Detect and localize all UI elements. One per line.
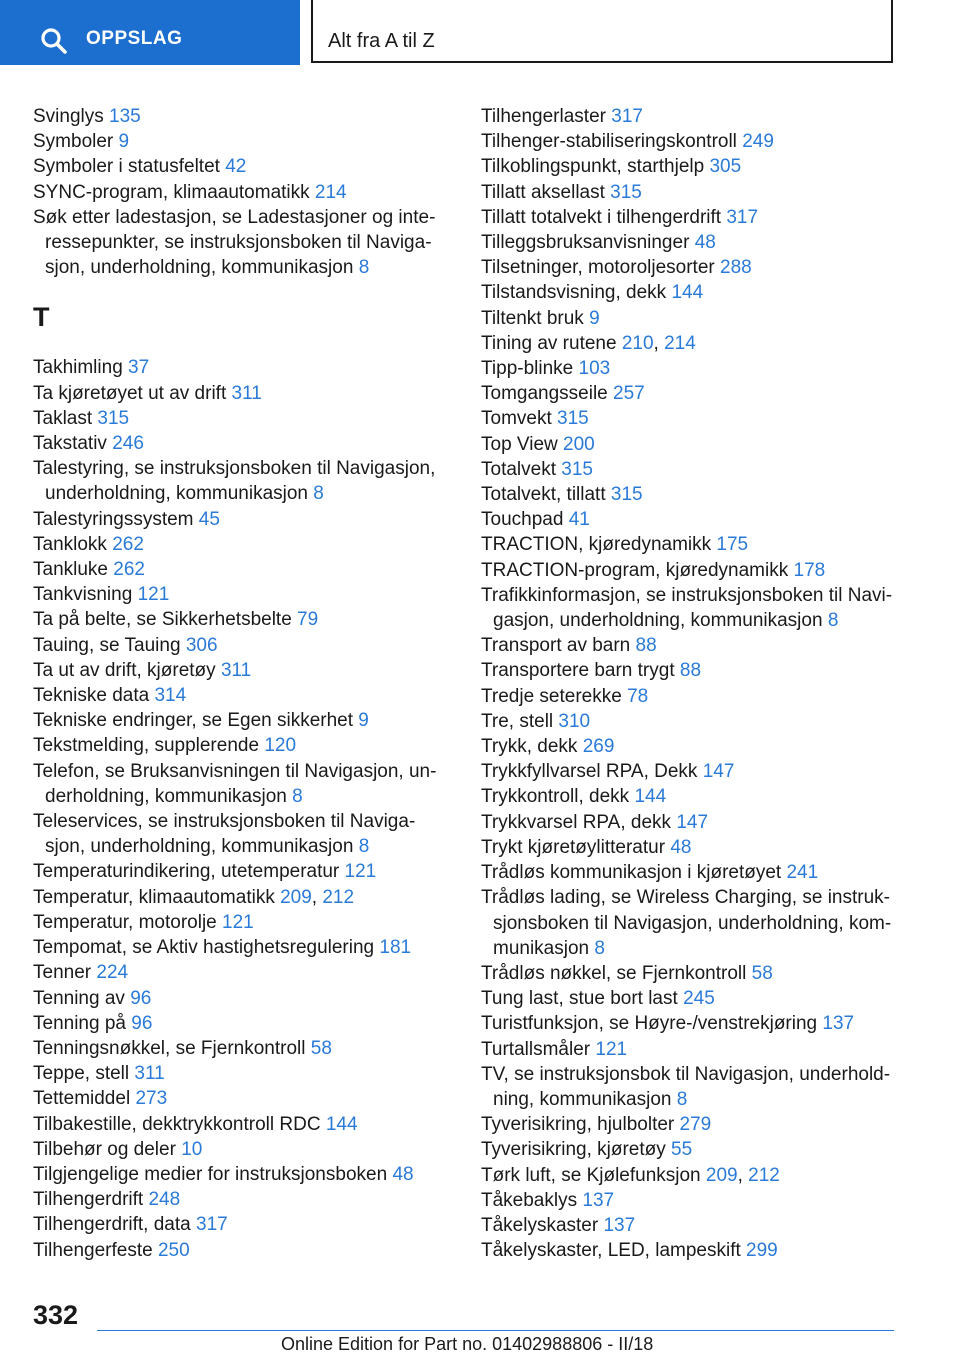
page-reference-link[interactable]: 214 (314, 181, 347, 203)
page-reference-link[interactable]: 8 (594, 937, 605, 959)
index-entry-text: Tillatt aksellast (481, 181, 611, 203)
index-entry-text: Taklast (33, 407, 98, 429)
index-entry-text: SYNC-program, klimaautomatikk (33, 181, 315, 203)
index-entry-text: Tilkoblingspunkt, starthjelp (481, 156, 710, 178)
index-entry (481, 633, 901, 658)
index-entry (481, 280, 901, 305)
index-entry-text: Tankvisning (33, 584, 138, 606)
index-entry-text: Ta ut av drift, kjøretøy (33, 659, 221, 681)
page-reference-link[interactable]: 41 (568, 509, 590, 531)
index-entry (481, 306, 901, 331)
page-reference-link[interactable]: 9 (118, 131, 130, 153)
index-entry-text: Tekniske data (33, 685, 155, 707)
index-entry (481, 507, 901, 532)
page-reference-link[interactable]: 37 (128, 357, 150, 379)
index-entry-text: Tenner (33, 962, 97, 984)
index-entry (33, 406, 443, 431)
search-icon (40, 27, 68, 55)
index-entry (481, 457, 901, 482)
page-reference-link[interactable]: 144 (634, 786, 667, 808)
index-entry (33, 381, 443, 406)
index-entry (481, 1062, 901, 1112)
index-column-left (33, 104, 443, 1263)
page-reference-link[interactable]: 317 (611, 106, 643, 127)
page-reference-link[interactable]: 121 (344, 861, 377, 883)
index-entry (33, 154, 443, 179)
index-entry (481, 180, 901, 205)
page-reference-link[interactable]: 48 (392, 1163, 414, 1185)
index-entry (33, 1187, 443, 1212)
page-reference-link[interactable]: 137 (822, 1013, 855, 1035)
page-reference-link[interactable]: 317 (196, 1214, 228, 1236)
index-entry-text: Transportere barn trygt (481, 660, 680, 682)
page-reference-link[interactable]: 120 (264, 735, 297, 757)
index-entry (33, 1137, 443, 1162)
index-entry (33, 532, 443, 557)
index-entry-text: Tempomat, se Aktiv hastighetsregulering (33, 937, 380, 959)
index-entry (33, 1162, 443, 1187)
index-entry (481, 331, 901, 356)
index-entry (33, 733, 443, 758)
page-reference-link[interactable]: 210 (621, 332, 654, 354)
page-reference-link[interactable]: 144 (325, 1113, 358, 1135)
index-entry (481, 1238, 901, 1263)
index-entry (33, 607, 443, 632)
index-entry (33, 507, 443, 532)
page-reference-link[interactable]: 88 (635, 635, 657, 657)
index-entry-text: Talestyringssystem (33, 508, 199, 530)
index-entry-text: Symboler i statusfeltet (33, 156, 226, 178)
index-entry (481, 1037, 901, 1062)
index-entry (481, 230, 901, 255)
page-reference-link[interactable]: 79 (297, 609, 319, 631)
index-entry (33, 431, 443, 456)
index-entry-text: Telefon, se Bruksanvisningen til Navigasjon, underholdning, kommunikasjon (33, 760, 437, 807)
page-reference-link[interactable]: 279 (679, 1114, 712, 1136)
page-reference-link[interactable]: 257 (613, 383, 645, 405)
index-entry-text: Trafikkinformasjon, se instruksjonsboken til Navigasjon, underholdning, kommunikasjon (481, 584, 893, 632)
page-reference-link[interactable]: 315 (561, 458, 593, 480)
index-entry (481, 104, 901, 129)
page-reference-link[interactable]: 273 (135, 1088, 168, 1110)
page-reference-link[interactable]: 88 (679, 660, 702, 682)
index-entry (481, 1188, 901, 1213)
ref-separator: , (737, 1164, 749, 1186)
page-reference-link[interactable]: 147 (676, 811, 709, 833)
page-reference-link[interactable]: 8 (313, 483, 324, 505)
index-entry (33, 809, 443, 859)
index-column-right (481, 104, 901, 1263)
index-entry-text: Tauing, se Tauing (33, 634, 186, 656)
index-entry (33, 582, 443, 607)
page-reference-link[interactable]: 135 (109, 106, 141, 127)
index-entry (481, 1163, 901, 1188)
page-reference-link[interactable]: 8 (292, 785, 303, 807)
page-reference-link[interactable]: 246 (112, 433, 144, 455)
index-entry (33, 205, 443, 281)
index-entry (33, 1011, 443, 1036)
index-entry-text: Tilleggsbruksanvisninger (481, 232, 695, 254)
page-reference-link[interactable]: 10 (181, 1138, 203, 1160)
index-entry-text: Tåkebaklys (481, 1189, 583, 1211)
index-entry-text: Transport av barn (481, 635, 636, 657)
page-reference-link[interactable]: 311 (134, 1063, 165, 1085)
index-entry (481, 1112, 901, 1137)
page-reference-link[interactable]: 317 (726, 206, 759, 228)
index-entry (481, 885, 901, 961)
index-entry (481, 154, 901, 179)
index-entry (33, 935, 443, 960)
index-entry (33, 986, 443, 1011)
ref-separator: , (653, 332, 665, 354)
index-entry-text: Tenning på (33, 1012, 132, 1034)
index-entry (33, 557, 443, 582)
index-entry (481, 583, 901, 633)
index-entry (481, 961, 901, 986)
index-letter-heading: T (33, 302, 50, 333)
page-reference-link[interactable]: 8 (358, 836, 370, 858)
index-entry (481, 432, 901, 457)
index-entry-text: Tekstmelding, supplerende (33, 735, 265, 757)
index-entry (33, 355, 443, 380)
index-entry-text: Totalvekt, tillatt (481, 484, 611, 506)
index-entry-text: Teppe, stell (33, 1063, 135, 1085)
page-number: 332 (33, 1300, 79, 1330)
page-reference-link[interactable]: 288 (720, 257, 752, 279)
page-reference-link[interactable]: 249 (742, 131, 774, 153)
index-entry-text: Tåkelyskaster (481, 1214, 604, 1236)
index-entry (33, 1112, 443, 1137)
index-entry (481, 860, 901, 885)
index-entry-text: Trådløs kommunikasjon i kjøretøyet (481, 862, 787, 884)
index-entry-text: Trykkfyllvarsel RPA, Dekk (481, 761, 703, 783)
index-entry-text: Totalvekt (481, 458, 562, 480)
index-entry-text: Talestyring, se instruksjonsboken til Navigasjon, underholdning, kommunikasjon (33, 458, 436, 505)
index-entry-text: Svinglys (33, 106, 110, 127)
section-title: Alt fra A til Z (328, 30, 435, 52)
index-entry (33, 1238, 443, 1263)
index-entry (481, 255, 901, 280)
index-entry-text: Tilhenger-stabiliseringskontroll (481, 131, 743, 153)
page-reference-link[interactable]: 55 (671, 1139, 693, 1161)
index-entry-text: Tomgangsseile (481, 383, 614, 405)
page-reference-link[interactable]: 245 (683, 988, 715, 1010)
index-entry-text: Tankluke (33, 559, 114, 581)
index-entry-text: Tenning av (33, 987, 131, 1009)
page-reference-link[interactable]: 103 (578, 358, 611, 380)
index-entry-text: Trykt kjøretøylitteratur (481, 836, 671, 858)
index-entry (481, 709, 901, 734)
index-entry-text: Tyverisikring, kjøretøy (481, 1139, 672, 1161)
index-entry-text: Teleservices, se instruksjonsboken til Navigasjon, underholdning, kommunikasjon (33, 811, 416, 858)
page-reference-link[interactable]: 178 (793, 559, 826, 581)
page-reference-link[interactable]: 96 (130, 987, 152, 1009)
index-entry (481, 734, 901, 759)
index-entry (33, 129, 443, 154)
index-entry-text: Tining av rutene (481, 332, 622, 354)
index-entry (33, 1061, 443, 1086)
page-reference-link[interactable]: 8 (358, 257, 370, 279)
page-reference-link[interactable]: 315 (610, 181, 642, 203)
page-reference-link[interactable]: 241 (786, 862, 819, 884)
index-entry-text: Tekniske endringer, se Egen sikkerhet (33, 710, 359, 732)
page-reference-link[interactable]: 262 (112, 533, 144, 555)
page-reference-link[interactable]: 214 (664, 332, 696, 354)
index-entry-text: Tettemiddel (33, 1088, 136, 1110)
index-entry-text: TV, se instruksjonsbok til Navigasjon, underholdning, kommunikasjon (481, 1063, 891, 1110)
index-entry (33, 885, 443, 910)
page-reference-link[interactable]: 8 (827, 610, 839, 632)
page-reference-link[interactable]: 181 (379, 937, 412, 959)
page-reference-link[interactable]: 212 (748, 1164, 780, 1186)
index-entry (33, 1086, 443, 1111)
index-entry-text: Tilhengerdrift, data (33, 1214, 196, 1236)
page-reference-link[interactable]: 48 (670, 836, 692, 858)
index-entry (481, 482, 901, 507)
index-entry-text: Tilstandsvisning, dekk (481, 282, 672, 304)
index-entry (33, 180, 443, 205)
ref-separator: , (311, 886, 323, 908)
page-reference-link[interactable]: 58 (310, 1037, 332, 1059)
page-reference-link[interactable]: 8 (676, 1088, 688, 1110)
page-reference-link[interactable]: 269 (582, 736, 615, 758)
index-entry (33, 1212, 443, 1237)
page-reference-link[interactable]: 314 (154, 685, 187, 707)
index-entry-text: Trådløs nøkkel, se Fjernkontroll (481, 962, 752, 984)
index-entry-text: Tilsetninger, motoroljesorter (481, 257, 721, 279)
index-entry-text: Tanklokk (33, 533, 113, 555)
index-entry (33, 633, 443, 658)
page-reference-link[interactable]: 9 (589, 307, 600, 329)
index-entry (481, 835, 901, 860)
index-entry-text: Tilhengerdrift (33, 1189, 149, 1211)
page-reference-link[interactable]: 121 (595, 1038, 628, 1060)
page-reference-link[interactable]: 200 (563, 433, 595, 455)
index-entry-text: Tung last, stue bort last (481, 988, 684, 1010)
page-reference-link[interactable]: 262 (113, 559, 145, 581)
page-reference-link[interactable]: 248 (148, 1189, 181, 1211)
index-entry (481, 356, 901, 381)
index-entry (481, 129, 901, 154)
index-entry (33, 759, 443, 809)
index-entry-text: Tomvekt (481, 408, 558, 430)
index-entry-text: Touchpad (481, 509, 569, 531)
index-entry-text: Temperaturindikering, utetemperatur (33, 861, 345, 883)
index-entry (481, 1213, 901, 1238)
page-reference-link[interactable]: 144 (671, 282, 704, 304)
index-entry-text: Top View (481, 433, 564, 455)
page-reference-link[interactable]: 315 (557, 408, 589, 430)
section-tab-oppslag[interactable] (0, 0, 300, 65)
index-entry-text: Ta på belte, se Sikkerhetsbelte (33, 609, 298, 631)
page-reference-link[interactable]: 311 (220, 659, 252, 681)
index-entry-text: Takstativ (33, 433, 113, 455)
index-entry-text: Tilgjengelige medier for instruksjonsboken (33, 1163, 393, 1185)
index-entry (33, 456, 443, 506)
index-entry-text: Temperatur, motorolje (33, 911, 223, 933)
index-entry (481, 684, 901, 709)
page-reference-link[interactable]: 299 (746, 1240, 778, 1262)
index-entry (481, 205, 901, 230)
index-entry-text: Trykkontroll, dekk (481, 786, 635, 808)
page-reference-link[interactable]: 137 (603, 1214, 636, 1236)
page-reference-link[interactable]: 305 (709, 156, 742, 178)
page-reference-link[interactable]: 306 (185, 634, 218, 656)
index-entry-text: Trådløs lading, se Wireless Charging, se instruksjonsboken til Navigasjon, underholdning, kommunikasjon (481, 887, 892, 959)
page-reference-link[interactable]: 209 (705, 1164, 738, 1186)
page-reference-link[interactable]: 147 (702, 761, 735, 783)
index-entry-text: Turistfunksjon, se Høyre-/venstrekjøring (481, 1013, 823, 1035)
index-entry-text: Søk etter ladestasjon, se Ladestasjoner og interessepunkter, se instruksjonsboken til Navigasjon, underholdning, kommunikasjon (33, 206, 436, 279)
index-entry-text: Tilbehør og deler (33, 1138, 182, 1160)
index-entry (481, 381, 901, 406)
index-entry-text: Tåkelyskaster, LED, lampeskift (481, 1240, 747, 1262)
index-entry (33, 104, 443, 129)
index-entry (33, 910, 443, 935)
section-label: OPPSLAG (86, 28, 183, 49)
index-entry (481, 986, 901, 1011)
index-entry-text: Tre, stell (481, 710, 559, 732)
index-entry (33, 960, 443, 985)
index-entry (481, 658, 901, 683)
index-entry (481, 1011, 901, 1036)
page-reference-link[interactable]: 310 (558, 710, 591, 732)
index-entry (481, 532, 901, 557)
page-reference-link[interactable]: 58 (751, 962, 773, 984)
index-entry-text: Takhimling (33, 357, 129, 379)
page-reference-link[interactable]: 9 (358, 710, 369, 732)
page-reference-link[interactable]: 121 (137, 584, 170, 606)
page-reference-link[interactable]: 209 (280, 886, 312, 908)
page-reference-link[interactable]: 175 (716, 534, 749, 556)
page-reference-link[interactable]: 121 (222, 911, 254, 933)
index-entry-text: Tørk luft, se Kjølefunksjon (481, 1164, 706, 1186)
index-entry (33, 658, 443, 683)
index-entry-text: Turtallsmåler (481, 1038, 596, 1060)
index-entry-text: Tilhengerlaster (481, 106, 612, 127)
page-reference-link[interactable]: 212 (322, 886, 355, 908)
index-entry-text: TRACTION-program, kjøredynamikk (481, 559, 794, 581)
index-entry (33, 708, 443, 733)
page-reference-link[interactable]: 78 (627, 685, 649, 707)
index-entry (33, 859, 443, 884)
page-reference-link[interactable]: 250 (157, 1239, 190, 1261)
page-reference-link[interactable]: 311 (231, 382, 262, 404)
index-entry-text: Temperatur, klimaautomatikk (33, 886, 281, 908)
index-entry-text: Tipp-blinke (481, 358, 579, 380)
index-entry-text: Tredje seterekke (481, 685, 628, 707)
index-entry (33, 683, 443, 708)
section-title-box (311, 0, 893, 63)
index-entry-text: Trykkvarsel RPA, dekk (481, 811, 677, 833)
page-reference-link[interactable]: 315 (97, 407, 130, 429)
page-reference-link[interactable]: 224 (96, 962, 129, 984)
index-entry-text: Trykk, dekk (481, 736, 583, 758)
page-reference-link[interactable]: 96 (131, 1012, 153, 1034)
index-entry-text: Tilhengerfeste (33, 1239, 158, 1261)
index-entry (481, 759, 901, 784)
index-entry-text: Ta kjøretøyet ut av drift (33, 382, 232, 404)
index-entry-text: Tyverisikring, hjulbolter (481, 1114, 680, 1136)
index-entry-text: Tiltenkt bruk (481, 307, 590, 329)
page-reference-link[interactable]: 48 (694, 232, 716, 254)
index-entry (481, 558, 901, 583)
footer-divider (97, 1330, 894, 1331)
index-entry-text: Tillatt totalvekt i tilhengerdrift (481, 206, 727, 228)
page-reference-link[interactable]: 137 (582, 1189, 615, 1211)
index-entry-text: Symboler (33, 131, 119, 153)
page-reference-link[interactable]: 42 (225, 156, 247, 178)
index-entry (481, 784, 901, 809)
index-entry-text: Tenningsnøkkel, se Fjernkontroll (33, 1037, 311, 1059)
index-entry-text: Tilbakestille, dekktrykkontroll RDC (33, 1113, 326, 1135)
index-entry (33, 1036, 443, 1061)
index-entry (481, 406, 901, 431)
index-entry (481, 1137, 901, 1162)
page-reference-link[interactable]: 315 (610, 484, 643, 506)
index-entry-text: TRACTION, kjøredynamikk (481, 534, 717, 556)
edition-text: Online Edition for Part no. 01402988806 - II/18 (281, 1334, 654, 1354)
page-reference-link[interactable]: 45 (198, 508, 220, 530)
index-entry (481, 810, 901, 835)
